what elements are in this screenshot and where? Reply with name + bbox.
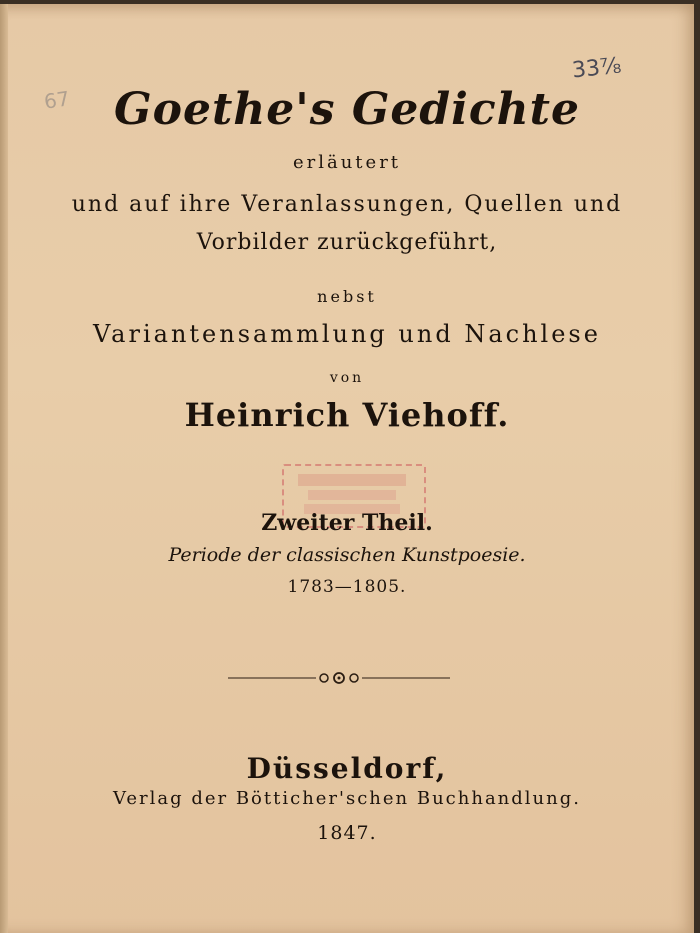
title-page — [0, 4, 694, 933]
pencil-note: 67 — [42, 86, 71, 114]
author-name: Heinrich Viehoff. — [184, 396, 510, 434]
imprint-publisher: Verlag der Bötticher'schen Buchhandlung. — [112, 788, 581, 809]
imprint-year: 1847. — [317, 822, 377, 844]
subtitle-line-1: erläutert — [292, 152, 402, 173]
volume-years: 1783—1805. — [287, 577, 407, 597]
subtitle-line-3: Vorbilder zurückgeführt, — [196, 230, 498, 255]
subtitle-line-5: Variantensammlung und Nachlese — [93, 320, 601, 348]
subtitle-line-4: nebst — [317, 287, 377, 306]
ornament-rule — [228, 668, 450, 688]
book-title: Goethe's Gedichte — [114, 84, 580, 135]
shelf-number: 33⅞ — [570, 53, 623, 84]
subtitle-line-2: und auf ihre Veranlassungen, Quellen und — [71, 192, 623, 217]
subtitle-line-6: von — [329, 370, 365, 386]
imprint-place: Düsseldorf, — [246, 752, 448, 785]
volume-period: Periode der classischen Kunstpoesie. — [168, 544, 526, 566]
volume-part: Zweiter Theil. — [261, 510, 433, 536]
